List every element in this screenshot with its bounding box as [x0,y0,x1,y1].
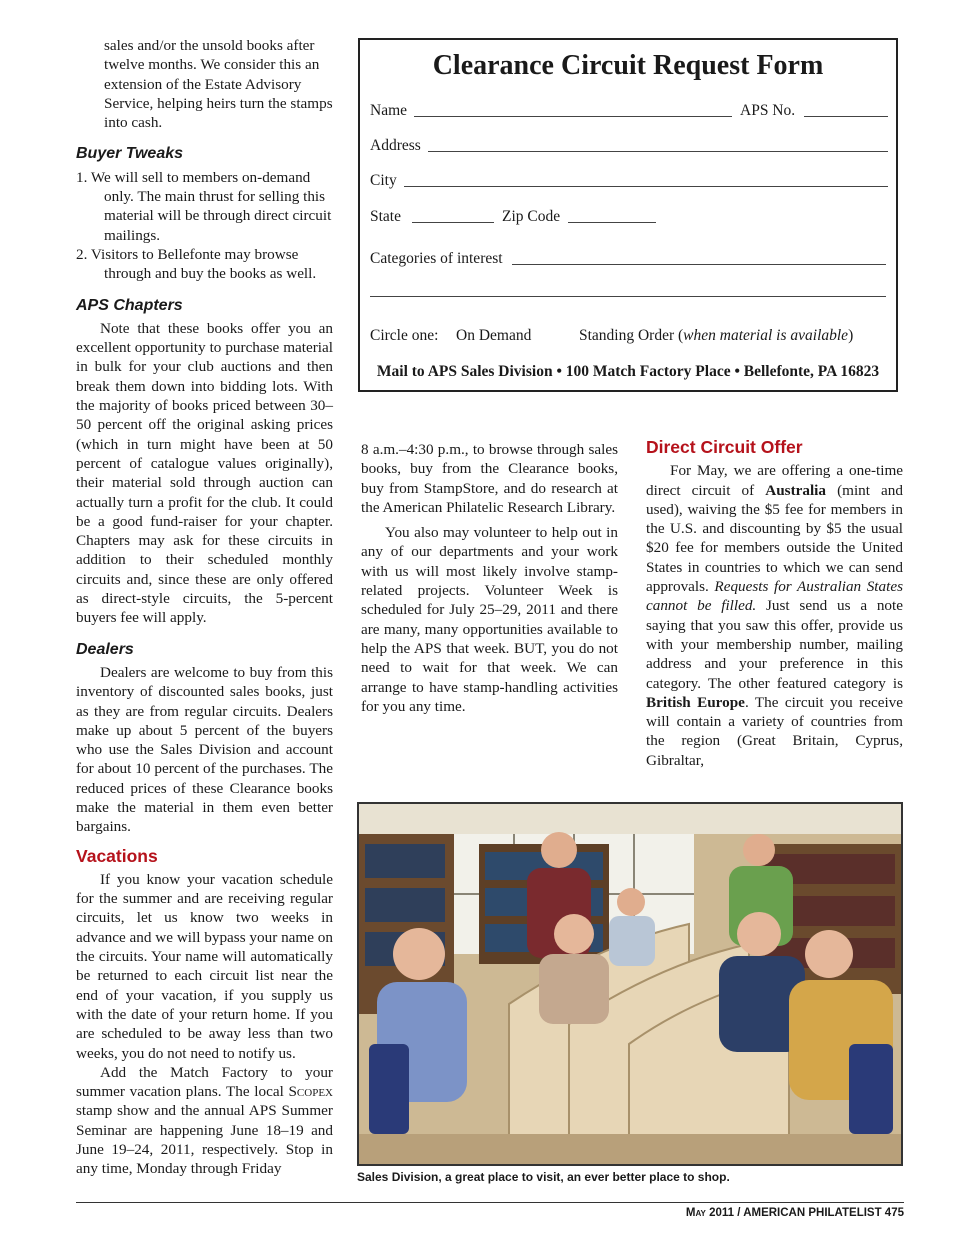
heading-direct-circuit-offer: Direct Circuit Offer [646,437,803,457]
address-label: Address [370,137,421,154]
column-left [76,36,333,1179]
state-label: State [370,208,401,225]
categories-line-2[interactable] [370,296,886,297]
state-zip-row [370,204,886,226]
name-row [370,98,886,120]
footer-rule [76,1202,904,1203]
photo-caption: Sales Division, a great place to visit, an ever better place to shop. [357,1170,730,1184]
dealers-paragraph: Dealers are welcome to buy from this inventory of discounted sales books, just as they are from regular circuits. Dealers make up about 5 percent of the buyers who use the Sales Division and account for about 10 percent of the purchases. The reduced prices of these Clearance books make the material in them even better bargains. [76,663,333,836]
list-item-1: 1. We will sell to members on-demand only. The main thrust for selling this material will be through direct circuit mailings. [76,168,332,244]
footer-rest: 2011 / AMERICAN PHILATELIST 475 [705,1207,904,1219]
categories-row [370,246,886,268]
address-row [370,133,886,155]
aps-no-line[interactable] [804,116,888,117]
circle-one-label: Circle one: [370,327,439,344]
heading-aps-chapters: APS Chapters [76,296,183,314]
sales-division-photo [357,802,903,1166]
australia-states-note: Requests for Australian States cannot be filled. [646,578,903,615]
page-footer [686,1207,904,1219]
aps-no-label: APS No. [740,102,796,119]
volunteer-paragraph: You also may volunteer to help out in any of our departments and your work with us will most likely involve stamp-related projects. Volunteer Week is scheduled for July 25–29, 2011 and there are many, many opportunities available to help the APS that week. BUT, you do not need to wait for that week. We can arrange to have stamp-handling activities for you any time. [361,524,618,715]
on-demand-option[interactable]: On Demand [456,327,532,344]
hours-paragraph: 8 a.m.–4:30 p.m., to browse through sales books, buy from the Clearance books, buy from StampStore, and do research at the American Philatelic Research Library. [361,441,618,516]
zip-label: Zip Code [502,208,561,225]
request-form [358,38,898,392]
categories-line[interactable] [512,264,886,265]
categories-label: Categories of interest [370,250,503,267]
direct-circuit-paragraph: For May, we are offering a one-time direct circuit of Australia (mint and used), waiving the $5 fee for members in the U.S. and discounting by $5 the usual $20 fee for members outside the United States in countries to which we can send approvals. Requests for Australian States cannot be filled. Just send us a note saying that you saw this offer, provide us with your membership number, mailing address and your preference in this category. The other featured category is British Europe. The circuit you receive will contain a variety of countries from the region (Great Britain, Cyprus, Gibraltar, [646,462,903,769]
form-title: Clearance Circuit Request Form [432,50,824,81]
name-line[interactable] [414,116,732,117]
mail-to-address: Mail to APS Sales Division • 100 Match Factory Place • Bellefonte, PA 16823 [376,363,880,380]
chapters-paragraph: Note that these books offer you an excellent opportunity to purchase material in bulk for your club auctions and then break them down into bidding lots. With the majority of books priced between 30–50 percent off the original asking prices (which in turn might have been at 50 percent of catalogue values originally), their material sold through auction can actually turn a profit for the club. It could be a good fund-raiser for your chapter. Chapters may ask for these circuits in addition to their scheduled monthly circuits and, since these are only offered as direct-style circuits, the 5-percent buyers fee will apply. [76,319,333,627]
city-row [370,168,886,190]
intro-paragraph: sales and/or the unsold books after twelve months. We consider this an extension of the Estate Advisory Service, helping heirs turn the stamps into cash. [104,37,333,132]
heading-vacations: Vacations [76,845,158,866]
zip-line[interactable] [568,222,656,223]
address-line[interactable] [428,151,888,152]
vacations-paragraph-1: If you know your vacation schedule for the summer and are receiving regular circuits, let us know two weeks in advance and we will bypass your name on the circuits. Your name will automatically be returned to each circuit list near the end of your vacation, if you supply us with the date of your return home. If you are scheduled to be away less than two weeks, you do not need to notify us. [76,870,333,1062]
column-right [646,428,903,770]
heading-dealers: Dealers [76,640,134,658]
city-label: City [370,172,397,189]
state-line[interactable] [412,222,494,223]
name-label: Name [370,102,408,119]
heading-buyer-tweaks: Buyer Tweaks [76,145,184,163]
photo-illustration [359,804,901,1164]
column-middle [361,440,618,716]
scopex-name: Scopex [288,1083,333,1101]
australia-bold: Australia [765,481,826,499]
circle-row [370,323,886,345]
city-line[interactable] [404,186,888,187]
vacations-paragraph-2: Add the Match Factory to your summer vacation plans. The local Scopex stamp show and the annual APS Summer Seminar are happening June 18–19 and June 19–24, 2011, respectively. Stop in any time, Monday through Friday [76,1063,333,1178]
standing-order-option[interactable]: Standing Order (when material is available) [579,327,854,344]
footer-month: May [685,1207,706,1219]
list-item-2: 2. Visitors to Bellefonte may browse through and buy the books as well. [76,245,317,283]
british-europe-bold: British Europe [646,693,745,711]
